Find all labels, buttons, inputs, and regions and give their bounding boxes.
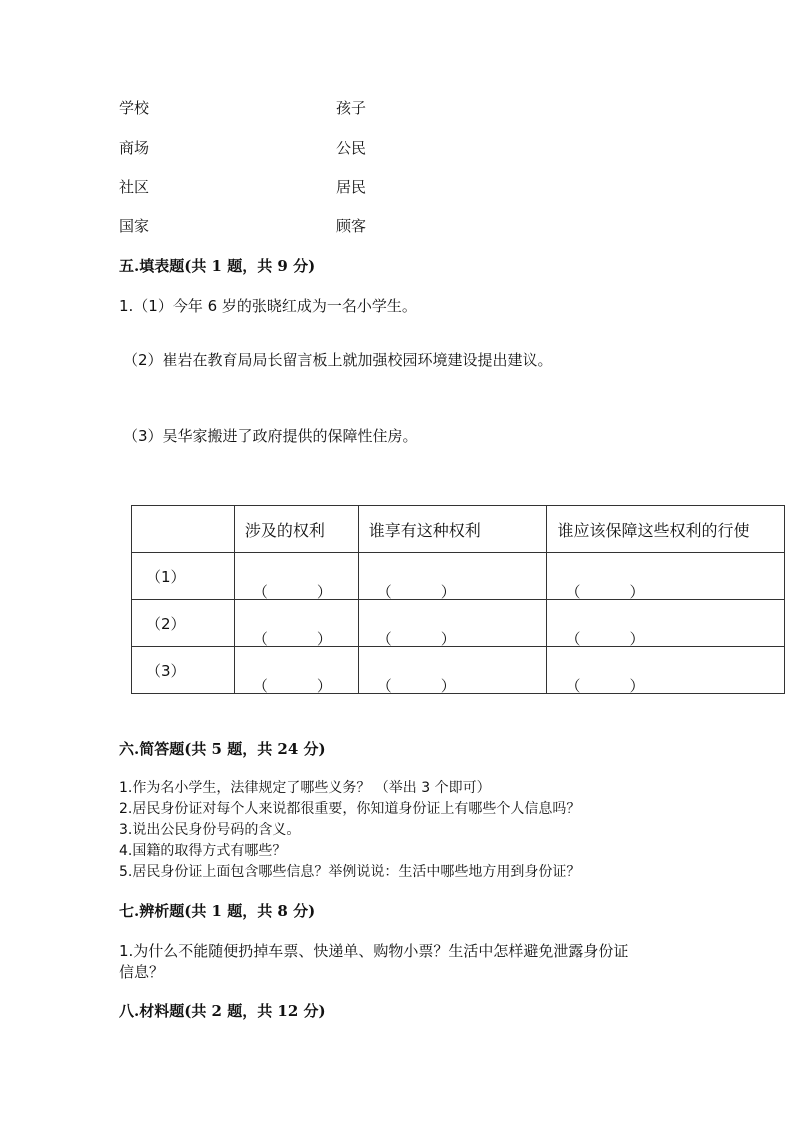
answer-blank[interactable]: （ ） xyxy=(358,647,547,694)
table-header-cell: 涉及的权利 xyxy=(234,506,358,553)
question-item: 5.居民身份证上面包含哪些信息？举例说说：生活中哪些地方用到身份证？ xyxy=(119,864,581,880)
answer-blank[interactable]: （ ） xyxy=(234,553,358,600)
match-left-item: 商场 xyxy=(119,139,150,157)
match-right-item: 顾客 xyxy=(336,217,367,235)
match-right-item: 孩子 xyxy=(336,99,367,117)
rights-table xyxy=(131,505,785,694)
table-header-cell xyxy=(132,506,235,553)
match-left-item: 社区 xyxy=(119,178,150,196)
section-6-heading: 六.简答题(共 5 题，共 24 分) xyxy=(119,740,326,758)
answer-blank[interactable]: （ ） xyxy=(358,600,547,647)
match-left-item: 国家 xyxy=(119,217,150,235)
question-item: 1.作为名小学生，法律规定了哪些义务？ （举出 3 个即可） xyxy=(119,780,491,796)
answer-blank[interactable]: （ ） xyxy=(547,647,785,694)
question-item: 3.说出公民身份号码的含义。 xyxy=(119,822,301,838)
row-label: （2） xyxy=(132,600,235,647)
table-header-row xyxy=(132,506,785,553)
question-item: 4.国籍的取得方式有哪些？ xyxy=(119,843,287,859)
table-row xyxy=(132,553,785,600)
answer-blank[interactable]: （ ） xyxy=(547,553,785,600)
question-item-continuation: 信息？ xyxy=(119,963,165,981)
row-label: （1） xyxy=(132,553,235,600)
table-header-cell: 谁享有这种权利 xyxy=(358,506,547,553)
section-5-heading: 五.填表题(共 1 题，共 9 分) xyxy=(119,257,316,275)
row-label: （3） xyxy=(132,647,235,694)
section-7-heading: 七.辨析题(共 1 题，共 8 分) xyxy=(119,902,316,920)
answer-blank[interactable]: （ ） xyxy=(234,647,358,694)
match-right-item: 居民 xyxy=(336,178,367,196)
question-5-1-part-1: 1.（1）今年 6 岁的张晓红成为一名小学生。 xyxy=(119,297,417,315)
match-left-item: 学校 xyxy=(119,99,150,117)
table-row xyxy=(132,600,785,647)
question-item: 2.居民身份证对每个人来说都很重要，你知道身份证上有哪些个人信息吗？ xyxy=(119,801,581,817)
question-item: 1.为什么不能随便扔掉车票、快递单、购物小票？生活中怎样避免泄露身份证 xyxy=(119,942,629,960)
answer-blank[interactable]: （ ） xyxy=(234,600,358,647)
section-8-heading: 八.材料题(共 2 题，共 12 分) xyxy=(119,1002,326,1020)
answer-blank[interactable]: （ ） xyxy=(358,553,547,600)
table-header-cell: 谁应该保障这些权利的行使 xyxy=(547,506,785,553)
match-right-item: 公民 xyxy=(336,139,367,157)
answer-blank[interactable]: （ ） xyxy=(547,600,785,647)
question-5-1-part-3: （3）吴华家搬进了政府提供的保障性住房。 xyxy=(123,427,418,445)
table-row xyxy=(132,647,785,694)
question-5-1-part-2: （2）崔岩在教育局局长留言板上就加强校园环境建设提出建议。 xyxy=(123,351,553,369)
